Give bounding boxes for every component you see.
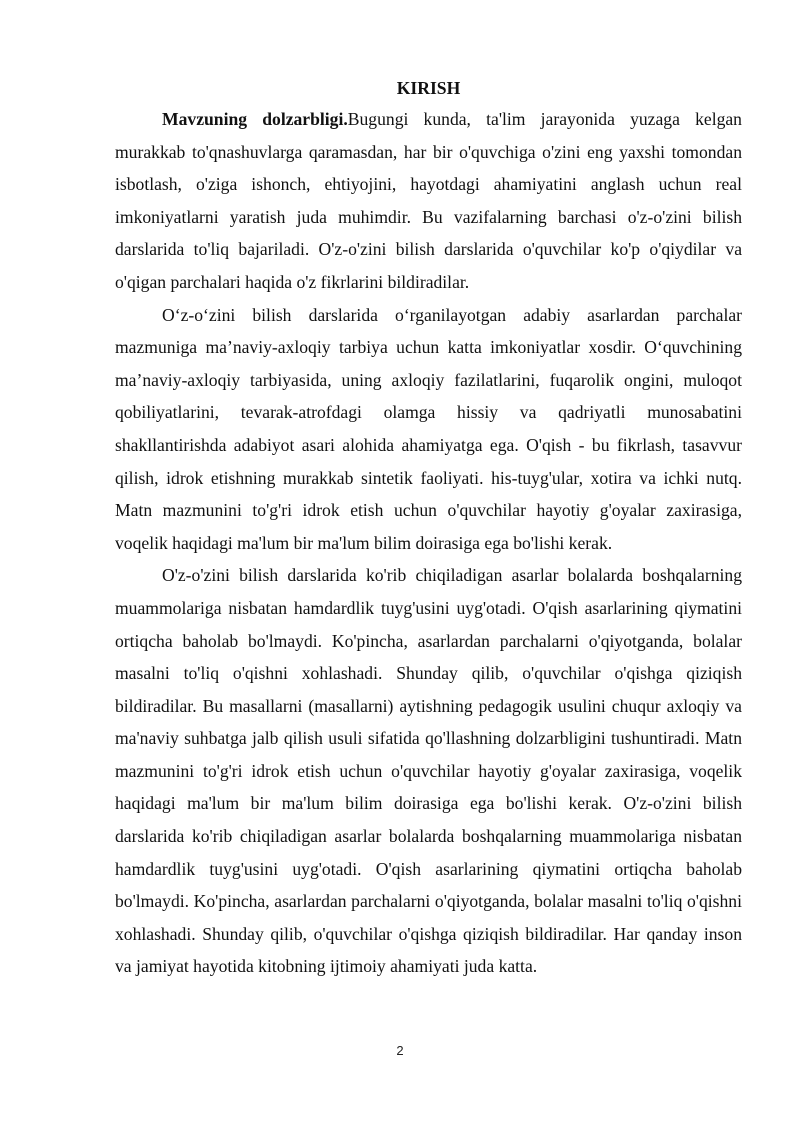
paragraph-text: O‘z-o‘zini bilish darslarida o‘rganilayotgan adabiy asarlardan parchalar mazmuniga ma’naviy-axloqiy tarbiya uchun katta imkoniyatlar xosdir. O‘quvchining ma’naviy-axloqiy tarbiyasida, uning axloqiy fazilatlarini, fuqarolik ongini, muloqot qobiliyatlarini, tevarak-atrofdagi olamga hissiy va qadriyatli munosabatini shakllantirishda adabiyot asari alohida ahamiyatga ega. O'qish - bu fikrlash, tasavvur qilish, idrok etishning murakkab sintetik faoliyati. his-tuyg'ular, xotira va ichki nutq. Matn mazmunini to'g'ri idrok etish uchun o'quvchilar hayotiy g'oyalar zaxirasiga, voqelik haqidagi ma'lum bir ma'lum bilim doirasiga ega bo'lishi kerak. [115, 304, 742, 553]
page-number: 2 [396, 1043, 404, 1058]
section-title: KIRISH [396, 78, 461, 98]
paragraph-text: Bugungi kunda, ta'lim jarayonida yuzaga kelgan murakkab to'qnashuvlarga qaramasdan, har bir o'quvchiga o'zini eng yaxshi tomondan isbotlash, o'ziga ishonch, ehtiyojini, hayotdagi ahamiyatini anglash uchun real imkoniyatlarni yaratish juda muhimdir. Bu vazifalarning barchasi o'z-o'zini bilish darslarida to'liq bajariladi. O'z-o'zini bilish darslarida o'quvchilar ko'p o'qiydilar va o'qigan parchalari haqida o'z fikrlarini bildiradilar. [115, 109, 742, 292]
paragraph-empathy [115, 559, 742, 983]
paragraph-relevance [115, 103, 742, 299]
paragraph-moral-education [115, 299, 742, 560]
paragraph-text: O'z-o'zini bilish darslarida ko'rib chiqiladigan asarlar bolalarda boshqalarning muammolariga nisbatan hamdardlik tuyg'usini uyg'otadi. O'qish asarlarining qiymatini ortiqcha baholab bo'lmaydi. Ko'pincha, asarlardan parchalarni o'qiyotganda, bolalar masalni to'liq o'qishni xohlashadi. Shunday qilib, o'quvchilar o'qishga qiziqish bildiradilar. Bu masallarni (masallarni) aytishning pedagogik usulini chuqur axloqiy va ma'naviy suhbatga jalb qilish usuli sifatida qo'llashning dolzarbligini tushuntiradi. Matn mazmunini to'g'ri idrok etish uchun o'quvchilar hayotiy g'oyalar zaxirasiga, voqelik haqidagi ma'lum bir ma'lum bilim doirasiga ega bo'lishi kerak. O'z-o'zini bilish darslarida ko'rib chiqiladigan asarlar bolalarda boshqalarning muammolariga nisbatan hamdardlik tuyg'usini uyg'otadi. O'qish asarlarining qiymatini ortiqcha baholab bo'lmaydi. Ko'pincha, asarlardan parchalarni o'qiyotganda, bolalar masalni to'liq o'qishni xohlashadi. Shunday qilib, o'quvchilar o'qishga qiziqish bildiradilar. Har qanday inson va jamiyat hayotida kitobning ijtimoiy ahamiyati juda katta. [115, 565, 742, 977]
page-content [115, 74, 742, 983]
paragraph-lead: Mavzuning dolzarbligi. [162, 109, 348, 129]
